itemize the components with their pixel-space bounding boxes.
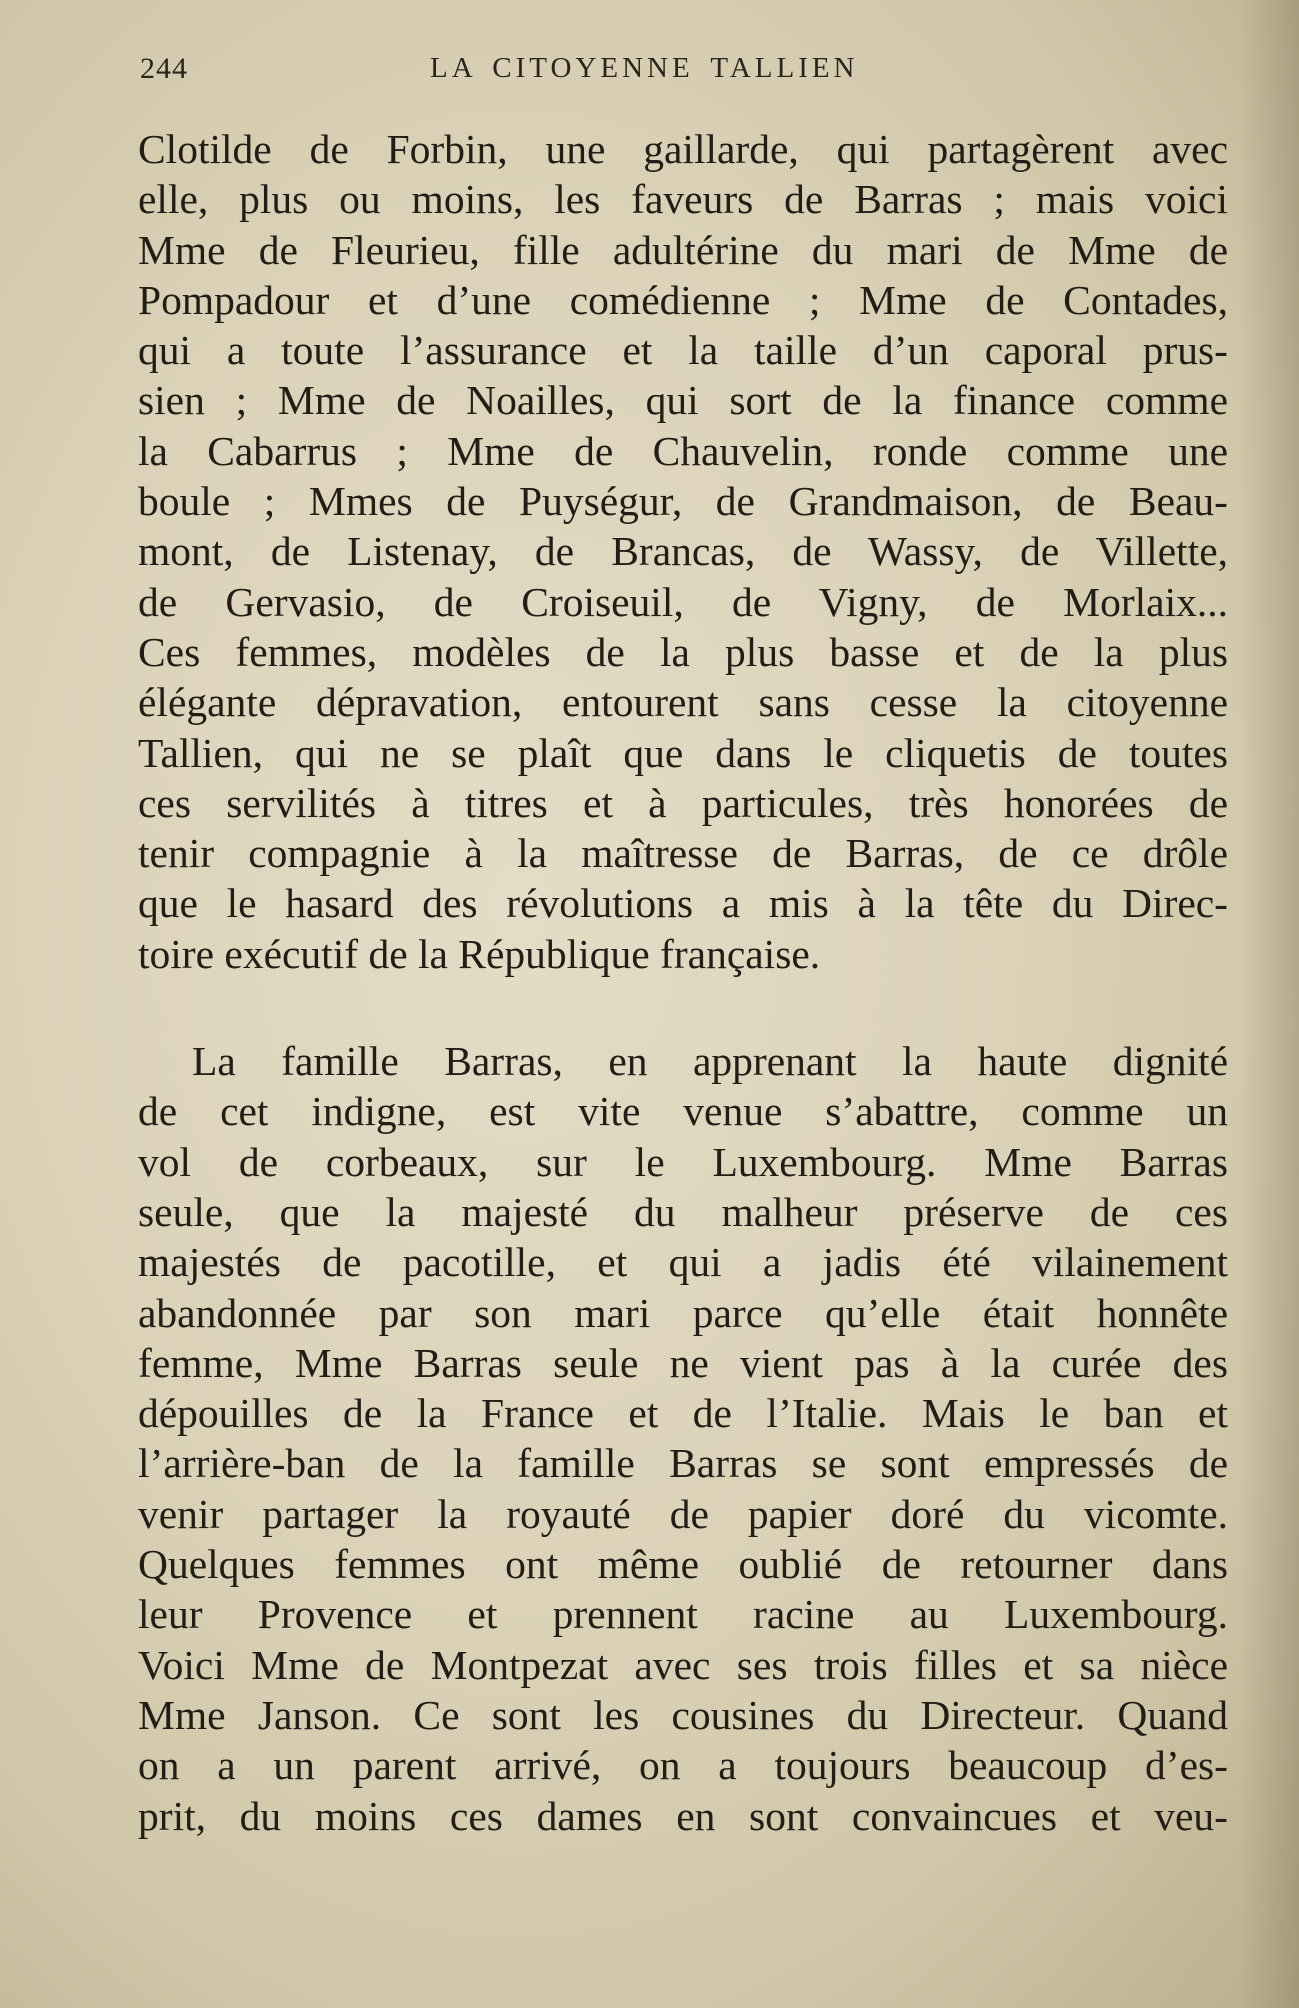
- text-line: qui a toute l’assurance et la taille d’un caporal prus-: [138, 327, 1228, 374]
- text-line: dépouilles de la France et de l’Italie. Mais le ban et: [138, 1390, 1228, 1437]
- text-line: l’arrière-ban de la famille Barras se sont empressés de: [138, 1440, 1228, 1487]
- text-line: seule, que la majesté du malheur préserve de ces: [138, 1188, 1228, 1235]
- text-line: Pompadour et d’une comédienne ; Mme de Contades,: [138, 276, 1228, 323]
- text-line: Quelques femmes ont même oublié de retourner dans: [138, 1541, 1228, 1588]
- text-line: leur Provence et prennent racine au Luxembourg.: [138, 1591, 1228, 1638]
- text-line: on a un parent arrivé, on a toujours beaucoup d’es-: [138, 1742, 1228, 1789]
- paragraph-1: [138, 124, 1228, 979]
- page-number: 244: [140, 52, 188, 85]
- text-line: elle, plus ou moins, les faveurs de Barras ; mais voici: [138, 176, 1228, 223]
- text-line: de cet indigne, est vite venue s’abattre, comme un: [138, 1088, 1228, 1135]
- text-line: femme, Mme Barras seule ne vient pas à la curée des: [138, 1339, 1228, 1386]
- text-line: prit, du moins ces dames en sont convaincues et veu-: [138, 1792, 1228, 1839]
- text-line: Voici Mme de Montpezat avec ses trois filles et sa nièce: [138, 1641, 1228, 1688]
- text-line: Mme de Fleurieu, fille adultérine du mari de Mme de: [138, 226, 1228, 273]
- body-text: [138, 124, 1228, 1841]
- text-line: la Cabarrus ; Mme de Chauvelin, ronde comme une: [138, 427, 1228, 474]
- text-line: abandonnée par son mari parce qu’elle était honnête: [138, 1289, 1228, 1336]
- text-line: La famille Barras, en apprenant la haute dignité: [192, 1038, 1228, 1085]
- page-header: [140, 52, 1230, 92]
- text-line: vol de corbeaux, sur le Luxembourg. Mme Barras: [138, 1138, 1228, 1185]
- text-line: de Gervasio, de Croiseuil, de Vigny, de Morlaix...: [138, 578, 1228, 625]
- text-line: venir partager la royauté de papier doré du vicomte.: [138, 1490, 1228, 1537]
- text-line: tenir compagnie à la maîtresse de Barras, de ce drôle: [138, 830, 1228, 877]
- text-line: ces servilités à titres et à particules, très honorées de: [138, 779, 1228, 826]
- text-line: élégante dépravation, entourent sans cesse la citoyenne: [138, 679, 1228, 726]
- text-line: que le hasard des révolutions a mis à la tête du Direc-: [138, 880, 1228, 927]
- text-line: boule ; Mmes de Puységur, de Grandmaison, de Beau-: [138, 478, 1228, 525]
- text-line: mont, de Listenay, de Brancas, de Wassy, de Villette,: [138, 528, 1228, 575]
- text-line: Clotilde de Forbin, une gaillarde, qui partagèrent avec: [138, 126, 1228, 172]
- text-line: Mme Janson. Ce sont les cousines du Directeur. Quand: [138, 1691, 1228, 1738]
- paragraph-gap: [138, 979, 1228, 1036]
- text-line: toire exécutif de la République française.: [138, 930, 821, 977]
- text-line: Ces femmes, modèles de la plus basse et de la plus: [138, 628, 1228, 675]
- text-line: Tallien, qui ne se plaît que dans le cliquetis de toutes: [138, 729, 1228, 776]
- text-line: majestés de pacotille, et qui a jadis été vilainement: [138, 1239, 1228, 1286]
- running-title: LA CITOYENNE TALLIEN: [430, 52, 859, 84]
- text-line: sien ; Mme de Noailles, qui sort de la finance comme: [138, 377, 1228, 424]
- paragraph-2: [138, 1036, 1228, 1841]
